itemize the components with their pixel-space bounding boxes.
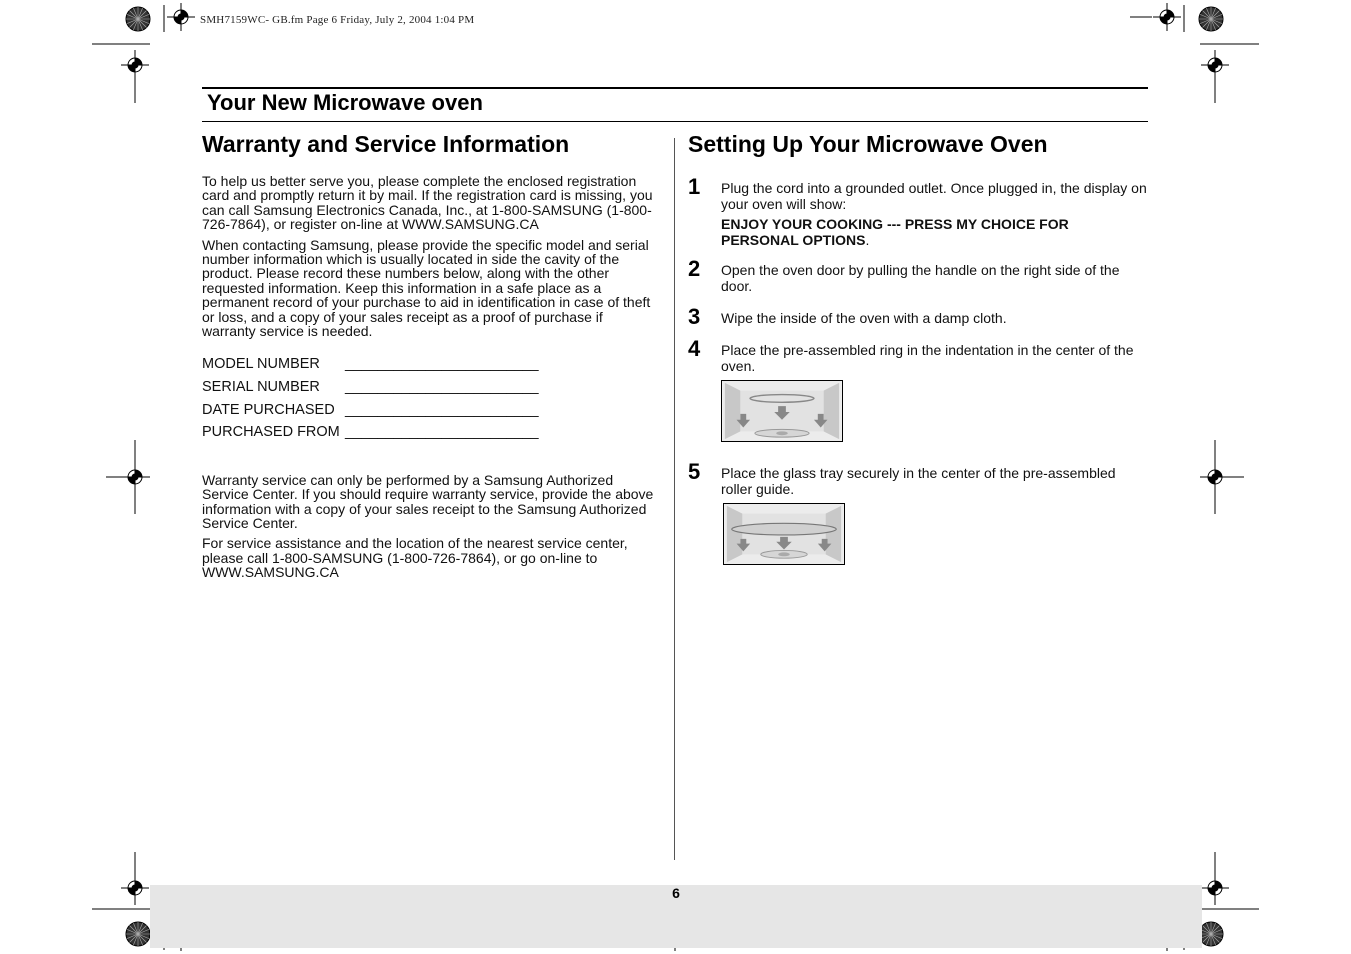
serial-number-blank: ________________________ xyxy=(345,379,539,396)
setup-step-4 xyxy=(688,336,1150,447)
warranty-paragraph-4: For service assistance and the location of the nearest service center, please call 1-800-SAMSUNG (1-800-726-7864), or go on-line to WWW.SAMSUNG.CA xyxy=(202,535,628,581)
step-number: 2 xyxy=(688,256,701,281)
setup-step-1 xyxy=(688,174,1150,248)
print-slug: SMH7159WC- GB.fm Page 6 Friday, July 2, 2004 1:04 PM xyxy=(200,14,475,26)
column-divider xyxy=(674,138,675,860)
chapter-title: Your New Microwave oven xyxy=(207,90,483,115)
record-row xyxy=(202,379,660,402)
purchased-from-label: PURCHASED FROM xyxy=(202,424,340,441)
display-message-text: ENJOY YOUR COOKING --- PRESS MY CHOICE FOR PERSONAL OPTIONS xyxy=(721,216,1069,248)
display-message-period: . xyxy=(865,232,870,248)
step-text: Place the pre-assembled ring in the indentation in the center of the oven. xyxy=(721,342,1134,374)
glass-tray-illustration xyxy=(723,503,845,565)
model-number-label: MODEL NUMBER xyxy=(202,356,320,373)
step-text: Place the glass tray securely in the center of the pre-assembled roller guide. xyxy=(721,465,1116,497)
step-text: Plug the cord into a grounded outlet. Once plugged in, the display on your oven will show: xyxy=(721,180,1147,212)
header-rule-bottom xyxy=(202,121,1148,122)
record-row xyxy=(202,424,660,447)
header-rule-top xyxy=(202,87,1148,89)
date-purchased-label: DATE PURCHASED xyxy=(202,401,335,418)
setup-section xyxy=(688,131,1150,570)
date-purchased-blank: ________________________ xyxy=(345,401,539,418)
warranty-paragraph-2: When contacting Samsung, please provide the specific model and serial number information which is usually located in side the cavity of the product. Please record these numbers below, along with the other requested information. Keep this information in a safe place as a permanent record of your purchase to aid in identification in case of theft or loss, and a copy of your sales receipt as a proof of purchase if warranty service is needed. xyxy=(202,236,651,340)
warranty-paragraph-1: To help us better serve you, please complete the enclosed registration card and promptly return it by mail. If the registration card is missing, you can call Samsung Electronics Canada, Inc., at 1-800-SAMSUNG (1-800-726-7864), or register on-line at WWW.SAMSUNG.CA xyxy=(202,173,653,233)
record-row xyxy=(202,356,660,379)
warranty-section xyxy=(202,131,660,586)
step-text: Wipe the inside of the oven with a damp cloth. xyxy=(721,310,1007,326)
warranty-heading: Warranty and Service Information xyxy=(202,131,570,157)
step-number: 3 xyxy=(688,304,701,329)
step-number: 4 xyxy=(688,336,701,361)
purchased-from-blank: ________________________ xyxy=(345,424,539,441)
setup-heading: Setting Up Your Microwave Oven xyxy=(688,131,1048,157)
step-number: 5 xyxy=(688,459,701,484)
step-number: 1 xyxy=(688,174,701,199)
ring-placement-illustration xyxy=(721,380,843,442)
footer-band xyxy=(150,885,1202,948)
display-message xyxy=(721,216,1150,248)
setup-step-3 xyxy=(688,304,1150,329)
purchase-record-form xyxy=(202,356,660,446)
setup-step-2 xyxy=(688,256,1150,294)
model-number-blank: ________________________ xyxy=(345,356,539,373)
warranty-paragraph-3: Warranty service can only be performed by a Samsung Authorized Service Center. If you should require warranty service, provide the above information with a copy of your sales receipt to the Samsung Authorized Service Center. xyxy=(202,471,654,532)
record-row xyxy=(202,402,660,425)
setup-step-5 xyxy=(688,459,1150,570)
serial-number-label: SERIAL NUMBER xyxy=(202,379,320,396)
page-number: 6 xyxy=(672,885,680,901)
step-text: Open the oven door by pulling the handle on the right side of the door. xyxy=(721,262,1120,294)
